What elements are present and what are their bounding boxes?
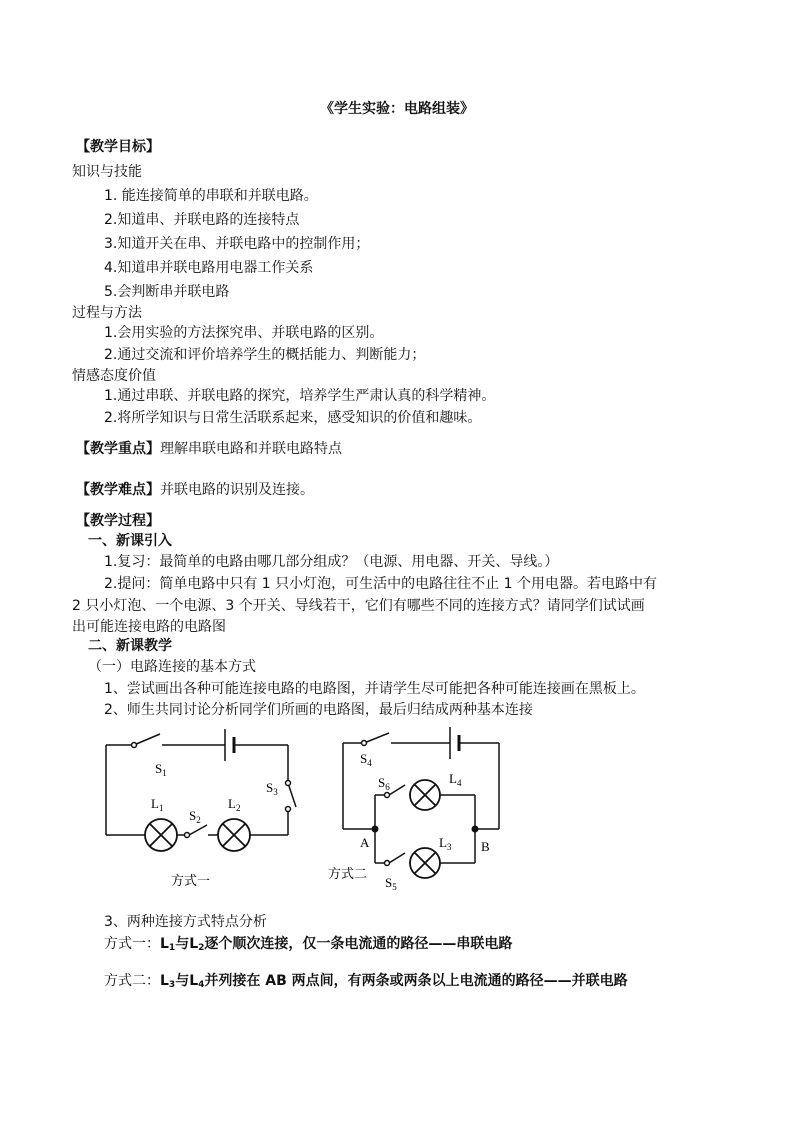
page-title: 《学生实验：电路组装》 [320,101,474,117]
emotion-item: 1.通过串联、并联电路的探究，培养学生严肃认真的科学精神。 [104,388,496,404]
method-2-l3-sub: 3 [168,980,176,990]
process-heading: 【教学过程】 [76,513,160,529]
section-subtitle: （一）电路连接的基本方式 [88,659,256,675]
intro-item: 1.复习：最简单的电路由哪几部分组成？（电源、用电器、开关、导线。） [104,554,559,570]
node-a-dot [372,826,379,833]
method-1-l2: L [189,936,199,952]
parallel-circuit-diagram [325,723,525,895]
method-2-l4: L [189,973,199,989]
new-lesson-title: 二、新课教学 [88,638,172,654]
keypoint-label: 【教学重点】 [76,441,160,457]
method-2-line [104,972,628,994]
method-1-mid: 与 [175,936,190,952]
method-2-l3: L [160,973,169,989]
knowledge-item: 1. 能连接简单的串联和并联电路。 [104,188,318,204]
lamp-l1 [145,819,177,851]
lamp-l2-label: $L_2$ [228,796,241,813]
process-method-title: 过程与方法 [72,305,142,321]
emotion-title: 情感态度价值 [72,368,156,384]
lamp-l4 [410,780,440,810]
node-b-dot [472,826,479,833]
method-1-l2-sub: 2 [198,943,205,953]
lamp-l2 [218,819,250,851]
switch-s5-label: $S_5$ [385,875,397,892]
emotion-item: 2.将所学知识与日常生活联系起来，感受知识的价值和趣味。 [104,410,482,426]
step-item: 1、尝试画出各种可能连接电路的电路图，并请学生尽可能把各种可能连接画在黑板上。 [104,681,645,697]
process-method-item: 1.会用实验的方法探究串、并联电路的区别。 [104,325,384,341]
process-method-item: 2.通过交流和评价培养学生的概括能力、判断能力； [104,347,426,363]
switch-s1-label: $S_1$ [155,761,167,778]
lamp-l1-label: $L_1$ [151,796,164,813]
intro-item: 出可能连接电路的电路图 [72,619,226,635]
method-1-l1: L [160,936,169,952]
switch-s2-label: $S_2$ [189,808,201,825]
method-2-mid: 与 [175,973,190,989]
knowledge-item: 2.知道串、并联电路的连接特点 [104,212,300,228]
lamp-l3-label: $L_3$ [439,835,452,852]
difficulty-line [76,481,314,499]
method-1-l1-sub: 1 [168,943,176,953]
method-2-l4-sub: 4 [198,980,205,990]
series-caption: 方式一 [171,874,211,889]
keypoint-line [76,440,342,458]
node-a-label: A [360,835,370,850]
knowledge-title: 知识与技能 [72,164,142,180]
keypoint-text: 理解串联电路和并联电路特点 [160,441,342,457]
step-item: 3、两种连接方式特点分析 [104,914,267,930]
method-1-prefix: 方式一： [104,936,160,952]
knowledge-item: 5.会判断串并联电路 [104,284,230,300]
intro-title: 一、新课引入 [88,533,172,549]
difficulty-label: 【教学难点】 [76,482,160,498]
objectives-heading: 【教学目标】 [76,139,160,155]
intro-item: 2.提问：简单电路中只有 1 只小灯泡，可生活中的电路往往不止 1 个用电器。若电路中有 [104,576,657,592]
parallel-caption: 方式二 [328,867,368,882]
method-1-text: 逐个顺次连接，仅一条电流通的路径——串联电路 [204,936,513,952]
difficulty-text: 并联电路的识别及连接。 [160,482,314,498]
knowledge-item: 3.知道开关在串、并联电路中的控制作用； [104,236,370,252]
step-item: 2、师生共同讨论分析同学们所画的电路图，最后归结成两种基本连接 [104,702,533,718]
intro-item: 2 只小灯泡、一个电源、3 个开关、导线若干，它们有哪些不同的连接方式？请同学们试试画 [72,598,645,614]
series-circuit-diagram [100,725,310,895]
node-b-label: B [481,839,490,854]
lamp-l4-label: $L_4$ [449,771,462,788]
switch-s3-label: $S_3$ [266,780,278,797]
knowledge-item: 4.知道串并联电路用电器工作关系 [104,260,314,276]
method-2-text: 并列接在 AB 两点间，有两条或两条以上电流通的路径——并联电路 [204,973,628,989]
method-2-prefix: 方式二： [104,973,160,989]
switch-s4-label: $S_4$ [360,751,372,768]
lamp-l3 [410,848,440,878]
method-1-line [104,935,512,957]
switch-s6-label: $S_6$ [378,775,390,792]
